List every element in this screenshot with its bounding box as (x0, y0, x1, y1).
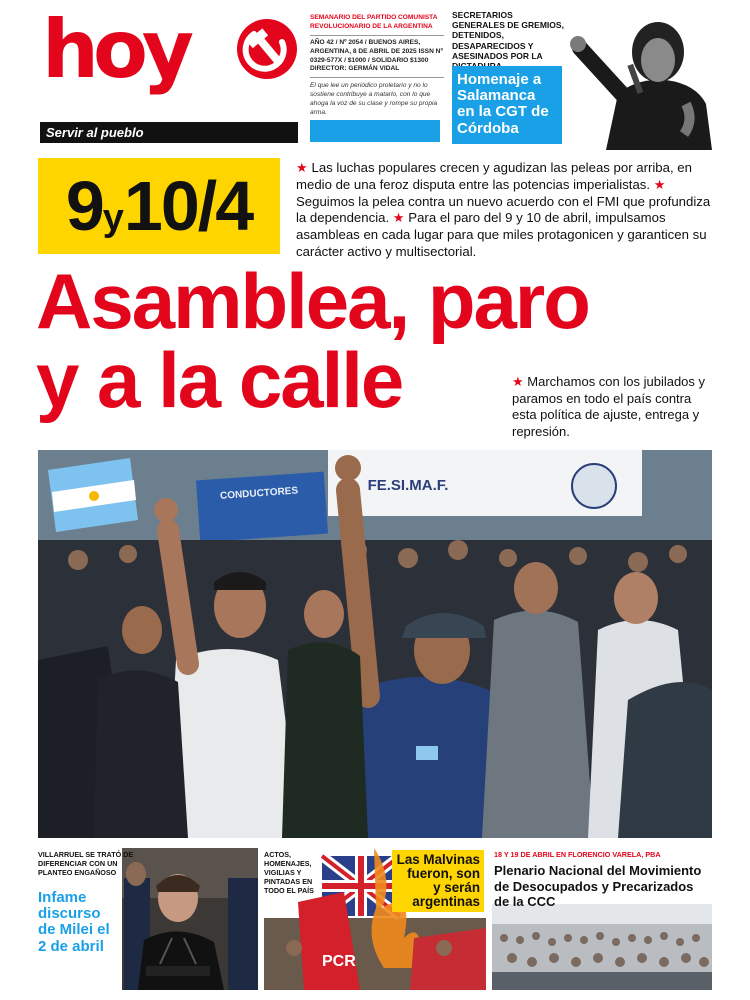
ddhh-headline: Homenaje a Salamanca en la CGT de Córdoba (452, 66, 562, 144)
publisher-line: SEMANARIO DEL PARTIDO COMUNISTA REVOLUCIONARIO DE LA ARGENTINA (310, 14, 444, 36)
ddhh-kicker: SECRETARIOS GENERALES DE GREMIOS, DETENIDOS, DESAPARECIDOS Y ASESINADOS POR LA (452, 10, 564, 61)
star-icon: ★ (512, 374, 524, 389)
lede-point-1: Las luchas populares crecen y agudizan las peleas por arriba, en medio de una feroz disputa entre las potencias imperialistas. (296, 160, 692, 192)
subheadline (512, 374, 718, 441)
strike-dates: 9y10/4 (65, 167, 253, 245)
star-icon: ★ (392, 210, 405, 226)
pcr-flag-text: PCR (322, 953, 356, 970)
story-malvinas-headline: Las Malvinas fueron, son y serán argentinas (392, 850, 484, 912)
logo-wordmark: hoy (42, 3, 189, 96)
star-icon: ★ (653, 176, 666, 192)
salamanca-photo (566, 8, 712, 150)
date-conjunction: y (102, 197, 124, 239)
story-plenario-headline: Plenario Nacional del Movimiento de Desocupados y Precarizados de la CCC (494, 863, 702, 910)
date-day1: 9 (65, 167, 103, 245)
story-malvinas-kicker: ACTOS, HOMENAJES, VIGILIAS Y PINTADAS EN TODO EL PAÍS (264, 850, 314, 895)
story-milei[interactable] (38, 848, 258, 990)
date-month: 4 (215, 167, 253, 245)
decorative-strip (310, 120, 440, 142)
lede-paragraph (296, 160, 712, 261)
star-icon: ★ (296, 160, 308, 175)
issue-info-column (310, 14, 444, 146)
main-photo-protest (38, 450, 712, 838)
motto-text: El que lee un periódico proletario y no lo sostiene contribuye a matarlo, con lo que ahoga la voz de su clase y rompe su propia arma. (310, 82, 438, 117)
story-milei-kicker: VILLARRUEL SE TRATÓ DE DIFERENCIAR CON UN PLANTEO ENGAÑOSO (38, 850, 134, 877)
story-plenario[interactable] (492, 848, 712, 990)
banner-conductores: CONDUCTORES (219, 485, 299, 502)
story-milei-headline: Infame discurso de Milei el 2 de abril (38, 889, 110, 955)
argentina-flag-icon (48, 458, 138, 532)
headline-line-1: Asamblea, paro (36, 257, 589, 345)
banner-fesimaf: FE.SI.MA.F. (367, 477, 449, 494)
headline-line-2: y a la calle (36, 336, 403, 424)
date-day2: 10 (123, 167, 198, 245)
hammer-sickle-icon (236, 18, 298, 80)
lede-point-2: Seguimos la pelea contra un nuevo acuerdo con el FMI que profundiza la dependencia. (296, 193, 711, 226)
story-plenario-kicker: 18 Y 19 DE ABRIL EN FLORENCIO VARELA, PBA (494, 850, 661, 859)
masthead (38, 3, 300, 143)
story-malvinas[interactable] (264, 848, 486, 990)
ddhh-teaser[interactable] (452, 10, 564, 148)
tagline: Servir al pueblo (40, 122, 298, 143)
date-box (38, 158, 280, 254)
subhead-text: Marchamos con los jubilados y paramos en todo el país contra esta política de ajuste, entrega y represión. (512, 374, 706, 439)
lede-point-3: Para el paro del 9 y 10 de abril, impulsamos asambleas en cada lugar para que miles protagonicen y garanticen su carácter activo y multisectorial. (296, 210, 707, 259)
issue-details: AÑO 42 / Nº 2054 / BUENOS AIRES, ARGENTINA, 8 DE ABRIL DE 2025 ISSN Nº 0329-577X / $1000 / SOLIDARIO $1300 DIRECTOR: GERMÁN VIDAL (310, 39, 444, 79)
